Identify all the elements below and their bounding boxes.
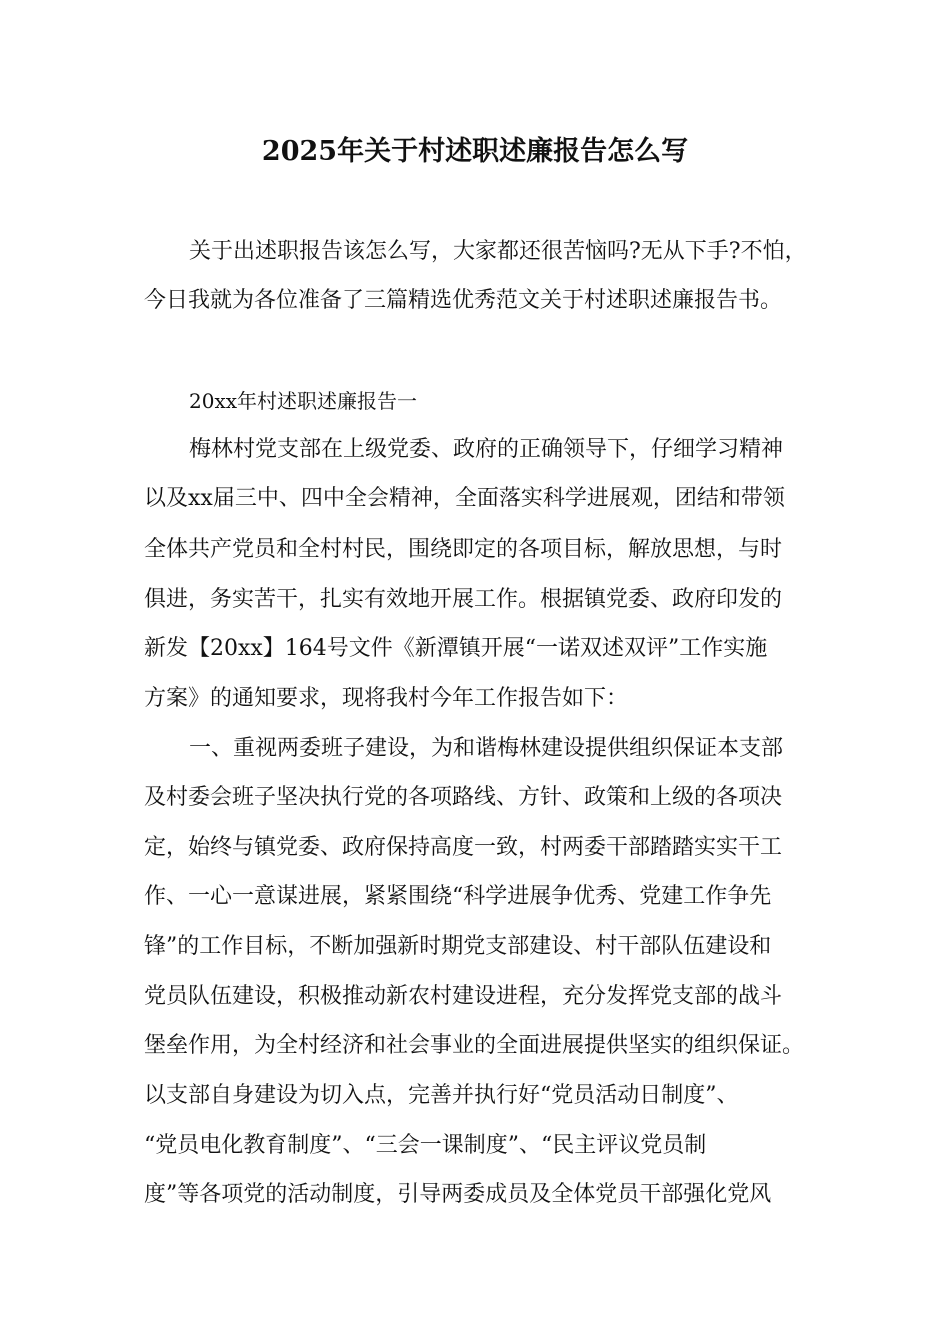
text-line: 以及xx届三中、四中全会精神，全面落实科学进展观，团结和带领 bbox=[144, 486, 785, 511]
text-line: 今日我就为各位准备了三篇精选优秀范文关于村述职述廉报告书。 bbox=[144, 288, 783, 313]
text-line: 方案》的通知要求，现将我村今年工作报告如下： bbox=[144, 686, 629, 711]
text-line: 以支部自身建设为切入点，完善并执行好“党员活动日制度”、 bbox=[144, 1083, 739, 1108]
text-line: 及村委会班子坚决执行党的各项路线、方针、政策和上级的各项决 bbox=[144, 785, 783, 810]
text-line: 作、一心一意谋进展，紧紧围绕“科学进展争优秀、党建工作争先 bbox=[144, 884, 772, 909]
text-line: 堡垒作用，为全村经济和社会事业的全面进展提供坚实的组织保证。 bbox=[144, 1033, 805, 1058]
text-line: 锋”的工作目标，不断加强新时期党支部建设、村干部队伍建设和 bbox=[144, 934, 772, 959]
text-line: 俱进，务实苦干，扎实有效地开展工作。根据镇党委、政府印发的 bbox=[144, 587, 783, 612]
text-line: 梅林村党支部在上级党委、政府的正确领导下，仔细学习精神 bbox=[189, 437, 784, 462]
section-heading: 20xx年村述职述廉报告一 bbox=[189, 389, 418, 413]
document-title: 2025年关于村述职述廉报告怎么写 bbox=[261, 136, 689, 167]
text-line: 一、重视两委班子建设，为和谐梅林建设提供组织保证本支部 bbox=[189, 736, 784, 761]
text-line: 度”等各项党的活动制度，引导两委成员及全体党员干部强化党风 bbox=[144, 1182, 772, 1207]
text-line: 党员队伍建设，积极推动新农村建设进程，充分发挥党支部的战斗 bbox=[144, 984, 783, 1009]
text-line: 定，始终与镇党委、政府保持高度一致，村两委干部踏踏实实干工 bbox=[144, 835, 783, 860]
text-line: “党员电化教育制度”、“三会一课制度”、“民主评议党员制 bbox=[144, 1133, 707, 1158]
text-line: 新发【20xx】164号文件《新潭镇开展“一诺双述双评”工作实施 bbox=[144, 636, 768, 661]
text-line: 关于出述职报告该怎么写，大家都还很苦恼吗?无从下手?不怕， bbox=[189, 239, 807, 264]
text-line: 全体共产党员和全村村民，围绕即定的各项目标，解放思想，与时 bbox=[144, 537, 783, 562]
